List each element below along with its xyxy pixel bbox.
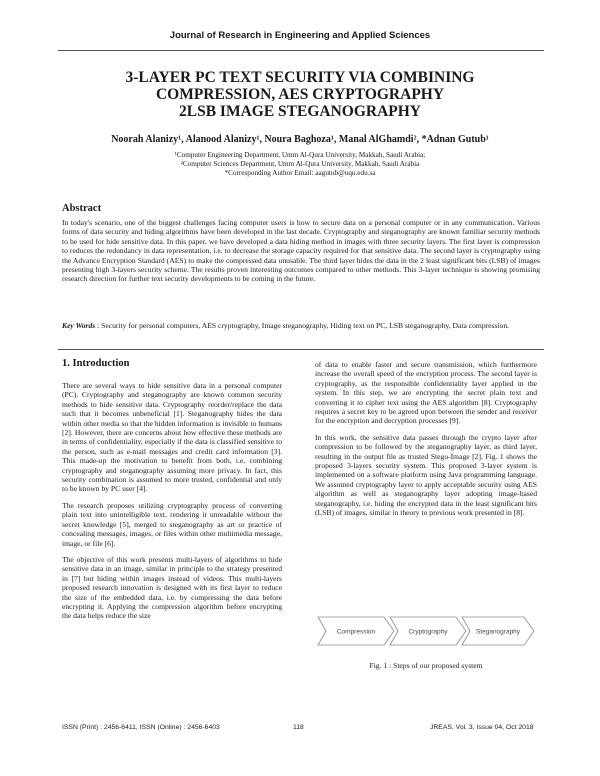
footer-issn: ISSN (Print) : 2456-6411, ISSN (Online) : 2456-6403 bbox=[62, 724, 220, 731]
affiliation: ²Computer Sciences Department, Umm Al-Qura University, Makkah, Saudi Arabia bbox=[180, 160, 420, 168]
paragraph: There are several ways to hide sensitive data in a personal computer (PC). Cryptography and steganography are known common security methods to hide sensitive data. Cryptography reorder/replace the data such that it becomes unbeneficial [1]. Steganography hides the data within other media so that the hidden information is invisible to humans [2]. However, there are concerns about how effective these methods are in terms of confidentiality, especially if the data is classified sensitive to the person, such as e-mail messages and credit card information [3]. This made-up the motivation to benefit from both, i.e. combining cryptography and steganography assuming more privacy. In fact, this security combination is assumed to more trusted, confidential and only to be known by PC user [4]. bbox=[62, 381, 282, 494]
page-number: 118 bbox=[293, 724, 304, 731]
step-label: Compression bbox=[336, 628, 376, 636]
section-rule bbox=[58, 349, 544, 350]
abstract-text: In today's scenario, one of the biggest challenges facing computer users is how to secure data on a personal computer or in any communication. Various forms of data security and hiding algorithms have been developed in the last decade. Cryptography and steganography are known familiar security methods to be used for hide sensitive data. In this paper, we have developed a data hiding method in images with three security layers. The first layer is compression to reduces the redundancy in data representation, i.e. to decrease the storage capacity required for that sensitive data. The second layer is cryptography using the Advance Encryption Standard (AES) to make the compressed data unusable. The third layer hides the data in the 2 least significant bits (LSB) of images presenting high 3-layers security scheme. The results proven interesting outcomes compared to other methods. This 3-layer technique is showing promising research direction for further text security developments to be coming in the future. bbox=[62, 218, 540, 284]
title-line: 2LSB IMAGE STEGANOGRAPHY bbox=[178, 103, 421, 120]
introduction-heading: 1. Introduction bbox=[62, 358, 130, 369]
title-line: 3-LAYER PC TEXT SECURITY VIA COMBINING bbox=[125, 69, 475, 86]
paragraph: The objective of this work presents multi-layers of algorithms to hide sensitive data in an image, similar in principle to the strategy presented in [7] but hiding within images instead of videos. This multi-layers proposed research innovation is designed with its first layer to reduce the size of the embedded data, i.e. by compressing the data before encrypting it. Applying the compression algorithm before encrypting the data helps reduce the size bbox=[62, 554, 282, 621]
affiliation: ¹Computer Engineering Department, Umm Al-Qura University, Makkah, Saudi Arabia; bbox=[174, 151, 426, 159]
process-step-compression bbox=[318, 617, 394, 645]
journal-header: Journal of Research in Engineering and Applied Sciences bbox=[169, 30, 431, 41]
keywords-text: : Security for personal computers, AES cryptography, Image steganography, Hiding text on PC, LSB steganography, Data compression. bbox=[95, 321, 510, 330]
step-label: Steganography bbox=[475, 628, 521, 636]
footer-volume: JREAS, Vol. 3, Issue 04, Oct 2018 bbox=[430, 724, 534, 731]
paper-title bbox=[40, 69, 560, 120]
abstract-heading: Abstract bbox=[62, 203, 102, 214]
corresponding-email: *Corresponding Author Email: aagutub@uqu.edu.sa bbox=[224, 169, 376, 177]
paragraph: The research proposes utilizing cryptography process of converting plain text into unintelligible text, rendering it unreadable without the secret knowledge [5], merged to steganography as art or practice of concealing messages, images, or files within other multimedia message, image, or file [6]. bbox=[62, 500, 282, 548]
figure-caption: Fig. 1 : Steps of our proposed system bbox=[369, 661, 483, 670]
right-column bbox=[315, 360, 537, 525]
author-list: Noorah Alanizy¹, Alanood Alanizy¹, Noura Baghoza¹, Manal AlGhamdi², *Adnan Gutub¹ bbox=[111, 134, 489, 145]
title-line: COMPRESSION, AES CRYPTOGRAPHY bbox=[155, 86, 445, 103]
left-column bbox=[62, 381, 282, 628]
keywords bbox=[62, 321, 540, 330]
process-step-steganography bbox=[462, 617, 534, 645]
paragraph: In this work, the sensitive data passes through the crypto layer after compression to be followed by the steganography layer, as third layer, resulting in the output file as trusted Stego-Image [2]. Fig. 1 shows the proposed 3-layers security system. This proposed 3-layer system is implemented on a software platform using Java programming language. We assumed cryptography layer to apply acceptable security using AES algorithm as well as steganography layer adopting image-based steganography, i.e. hiding the encrypted data in the least significant bits (LSB) of images, similar in theory to previous work presented in [8]. bbox=[315, 432, 537, 518]
process-step-cryptography bbox=[390, 617, 466, 645]
header-rule bbox=[58, 50, 544, 51]
step-label: Cryptography bbox=[408, 628, 448, 636]
paragraph: of data to enable faster and secure transmission, which furthermore increase the overall speed of the encryption process. The second layer is cryptography, as the responsible confidentiality layer applied in the system. In this step, we are encrypting the secret plain text and converting it to cipher text using the AES algorithm [8]. Cryptography requires a secret key to be agreed upon between the sender and receiver for the encryption and decryption processes [9]. bbox=[315, 360, 537, 426]
keywords-label: Key Words bbox=[62, 321, 96, 330]
process-diagram bbox=[316, 611, 536, 651]
